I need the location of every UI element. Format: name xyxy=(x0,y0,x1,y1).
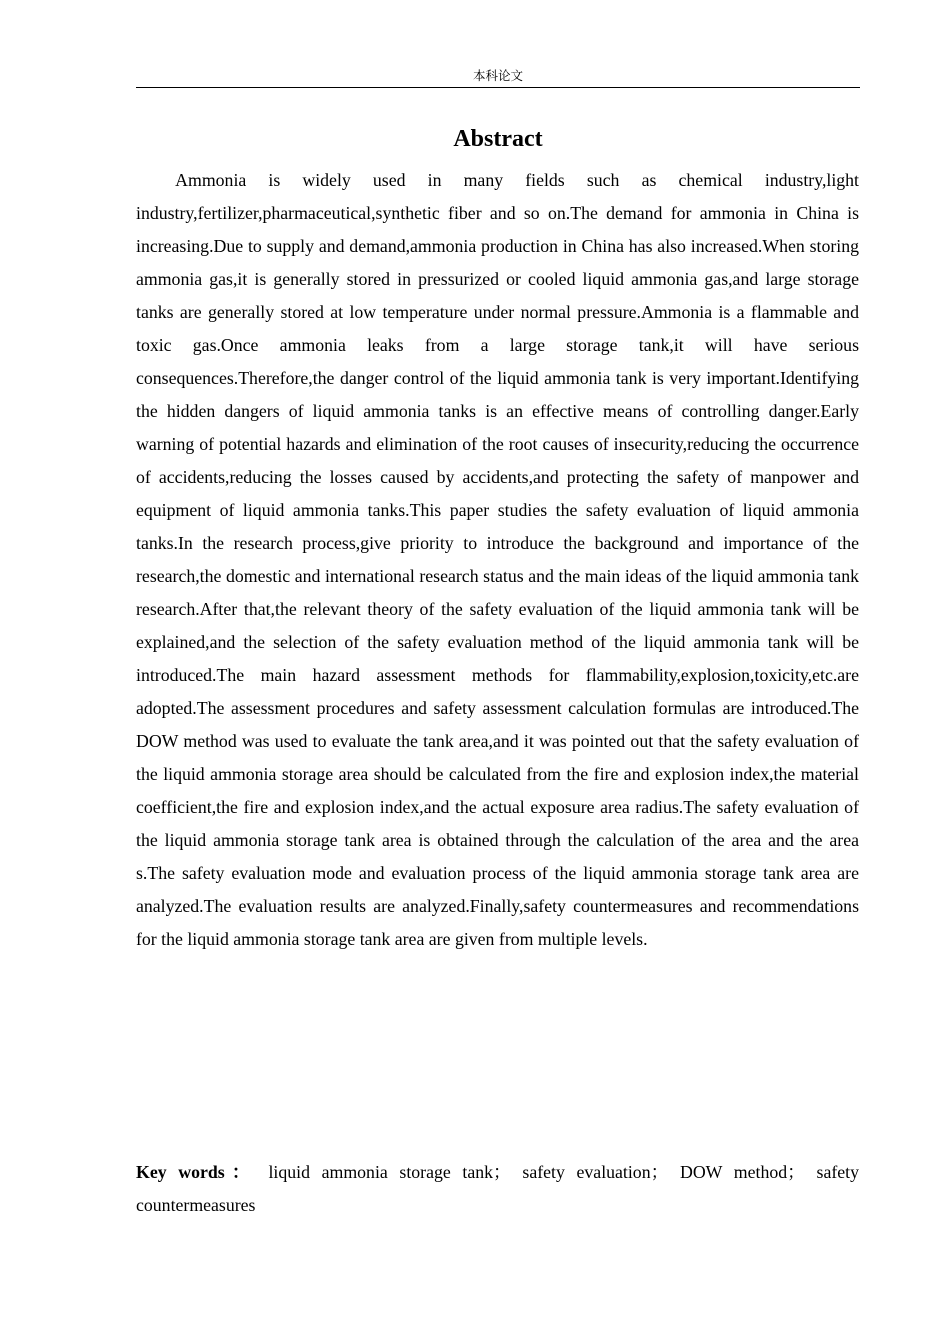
keywords-text: liquid ammonia storage tank； safety evaluation； DOW method； safety countermeasures xyxy=(136,1162,859,1215)
page-header xyxy=(136,66,860,88)
keywords-label: Key words： xyxy=(136,1162,257,1182)
keywords xyxy=(136,1156,859,1222)
abstract-title: Abstract xyxy=(453,126,543,152)
abstract-body: Ammonia is widely used in many fields such as chemical industry,light industry,fertilizer,pharmaceutical,synthetic fiber and so on.The demand for ammonia in China is increasing.Due to supply and demand,ammonia production in China has also increased.When storing ammonia gas,it is generally stored in pressurized or cooled liquid ammonia gas,and large storage tanks are generally stored at low temperature under normal pressure.Ammonia is a flammable and toxic gas.Once ammonia leaks from a large storage tank,it will have serious consequences.Therefore,the danger control of the liquid ammonia tank is very important.Identifying the hidden dangers of liquid ammonia tanks is an effective means of controlling danger.Early warning of potential hazards and elimination of the root causes of insecurity,reducing the occurrence of accidents,reducing the losses caused by accidents,and protecting the safety of manpower and equipment of liquid ammonia tanks.This paper studies the safety evaluation of liquid ammonia tanks.In the research process,give priority to introduce the background and importance of the research,the domestic and international research status and the main ideas of the liquid ammonia tank research.After that,the relevant theory of the safety evaluation of the liquid ammonia tank will be explained,and the selection of the safety evaluation method of the liquid ammonia tank will be introduced.The main hazard assessment methods for flammability,explosion,toxicity,etc.are adopted.The assessment procedures and safety assessment calculation formulas are introduced.The DOW method was used to evaluate the tank area,and it was pointed out that the safety evaluation of the liquid ammonia storage area should be calculated from the fire and explosion index,the material coefficient,the fire and explosion index,and the actual exposure area radius.The safety evaluation of the liquid ammonia storage tank area is obtained through the calculation of the area and the area s.The safety evaluation mode and evaluation process of the liquid ammonia storage tank area are analyzed.The evaluation results are analyzed.Finally,safety countermeasures and recommendations for the liquid ammonia storage tank area are given from multiple levels. xyxy=(136,170,859,949)
header-text: 本科论文 xyxy=(472,68,523,83)
